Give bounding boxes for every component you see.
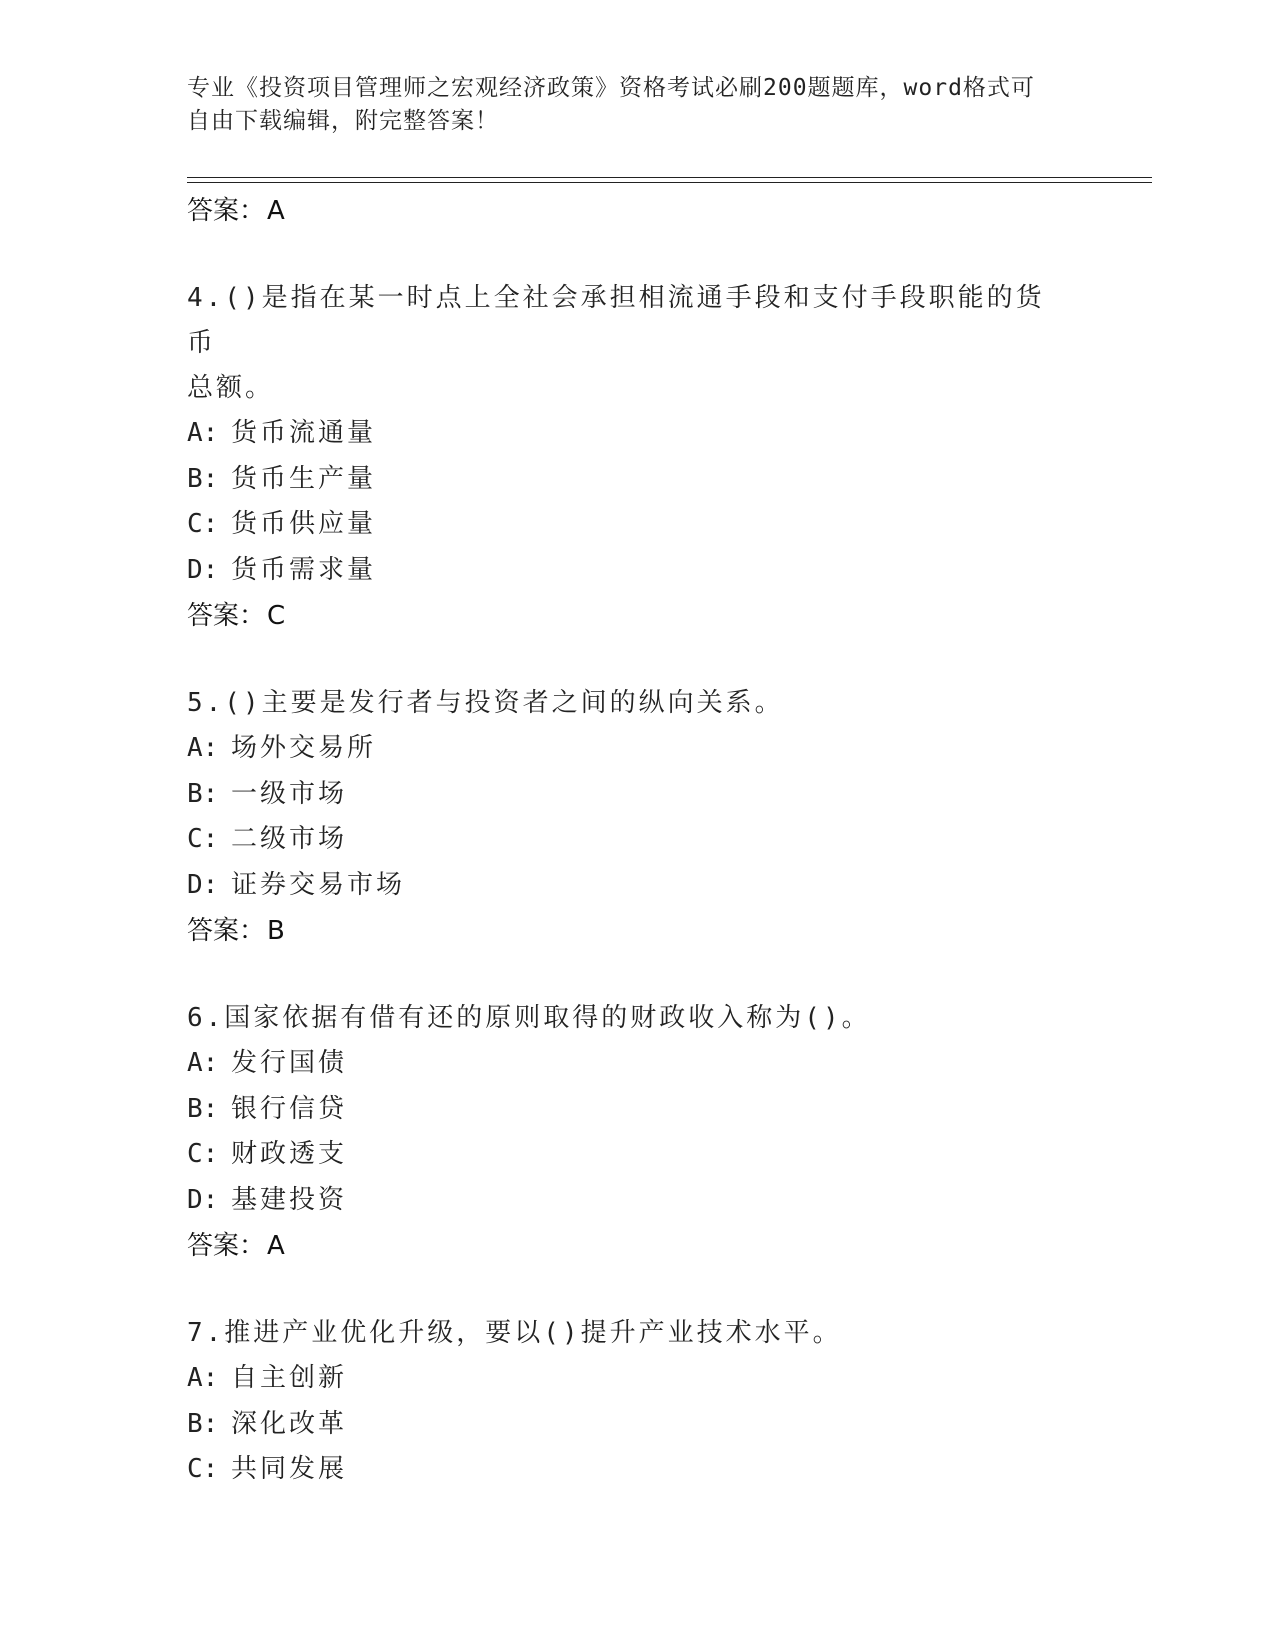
header-line-2: 自由下载编辑，附完整答案！: [187, 108, 499, 134]
option-b: [187, 457, 1067, 503]
option-key: A:: [187, 733, 219, 763]
answer-label: 答案：: [187, 601, 266, 631]
option-text: 场外交易所: [231, 733, 377, 763]
option-key: B:: [187, 778, 219, 809]
answer-label: 答案：: [187, 1231, 266, 1261]
option-d: [187, 863, 1067, 909]
question-list: [187, 188, 1067, 1493]
option-a: [187, 726, 1067, 772]
option-text: 发行国债: [231, 1048, 348, 1078]
option-d: [187, 548, 1067, 594]
question-stem-line: 4.()是指在某一时点上全社会承担相流通手段和支付手段职能的货币: [187, 283, 1045, 358]
question-stem-line: 总额。: [187, 373, 275, 403]
option-c: [187, 1132, 1067, 1178]
question-7: [187, 1311, 1067, 1493]
spacer: [187, 234, 1067, 276]
option-b: [187, 772, 1067, 818]
header-rule-top: [187, 177, 1152, 178]
option-b: [187, 1402, 1067, 1448]
option-text: 银行信贷: [231, 1093, 348, 1124]
option-a: [187, 1356, 1067, 1402]
option-text: 货币流通量: [231, 418, 377, 448]
option-text: 货币生产量: [231, 463, 377, 494]
option-b: [187, 1087, 1067, 1133]
answer-line: [187, 1223, 1067, 1269]
answer-value: B: [267, 916, 285, 946]
option-c: [187, 1447, 1067, 1493]
option-key: D:: [187, 869, 219, 900]
option-key: D:: [187, 554, 219, 585]
option-text: 财政透支: [231, 1139, 348, 1169]
question-stem-line: 7.推进产业优化升级，要以()提升产业技术水平。: [187, 1318, 842, 1348]
option-key: A:: [187, 1363, 219, 1393]
option-key: C:: [187, 1139, 219, 1169]
document-header: [187, 72, 1067, 138]
answer-label: 答案：: [187, 916, 266, 946]
option-text: 一级市场: [231, 778, 348, 809]
option-key: A:: [187, 1048, 219, 1078]
option-text: 二级市场: [231, 824, 348, 854]
option-d: [187, 1178, 1067, 1224]
question-4: [187, 276, 1067, 639]
option-text: 证券交易市场: [231, 869, 406, 900]
option-key: B:: [187, 463, 219, 494]
question-stem-line: 6.国家依据有借有还的原则取得的财政收入称为()。: [187, 1003, 871, 1033]
option-key: B:: [187, 1093, 219, 1124]
option-a: [187, 411, 1067, 457]
option-text: 货币供应量: [231, 509, 377, 539]
option-text: 共同发展: [231, 1454, 348, 1484]
option-text: 自主创新: [231, 1363, 348, 1393]
answer-line: [187, 908, 1067, 954]
question-stem: [187, 681, 1067, 726]
question-6: [187, 996, 1067, 1269]
option-c: [187, 502, 1067, 548]
answer-value: A: [267, 196, 285, 226]
answer-value: A: [267, 1231, 285, 1261]
question-stem: [187, 996, 1067, 1041]
question-stem: [187, 1311, 1067, 1356]
header-line-1: 专业《投资项目管理师之宏观经济政策》资格考试必刷200题题库，word格式可: [187, 75, 1035, 101]
question-stem-line: 5.()主要是发行者与投资者之间的纵向关系。: [187, 688, 784, 718]
option-key: C:: [187, 1454, 219, 1484]
spacer: [187, 1269, 1067, 1311]
question-5: [187, 681, 1067, 954]
answer-line: [187, 593, 1067, 639]
answer-value: C: [267, 601, 286, 631]
spacer: [187, 954, 1067, 996]
option-key: B:: [187, 1408, 219, 1439]
spacer: [187, 639, 1067, 681]
option-key: D:: [187, 1184, 219, 1215]
option-text: 基建投资: [231, 1184, 348, 1215]
option-c: [187, 817, 1067, 863]
answer-label: 答案：: [187, 196, 266, 226]
question-stem: [187, 276, 1067, 411]
option-a: [187, 1041, 1067, 1087]
option-key: C:: [187, 509, 219, 539]
option-key: C:: [187, 824, 219, 854]
option-text: 货币需求量: [231, 554, 377, 585]
header-rule-bottom: [187, 182, 1152, 183]
answer-line: [187, 188, 1067, 234]
option-text: 深化改革: [231, 1408, 348, 1439]
option-key: A:: [187, 418, 219, 448]
